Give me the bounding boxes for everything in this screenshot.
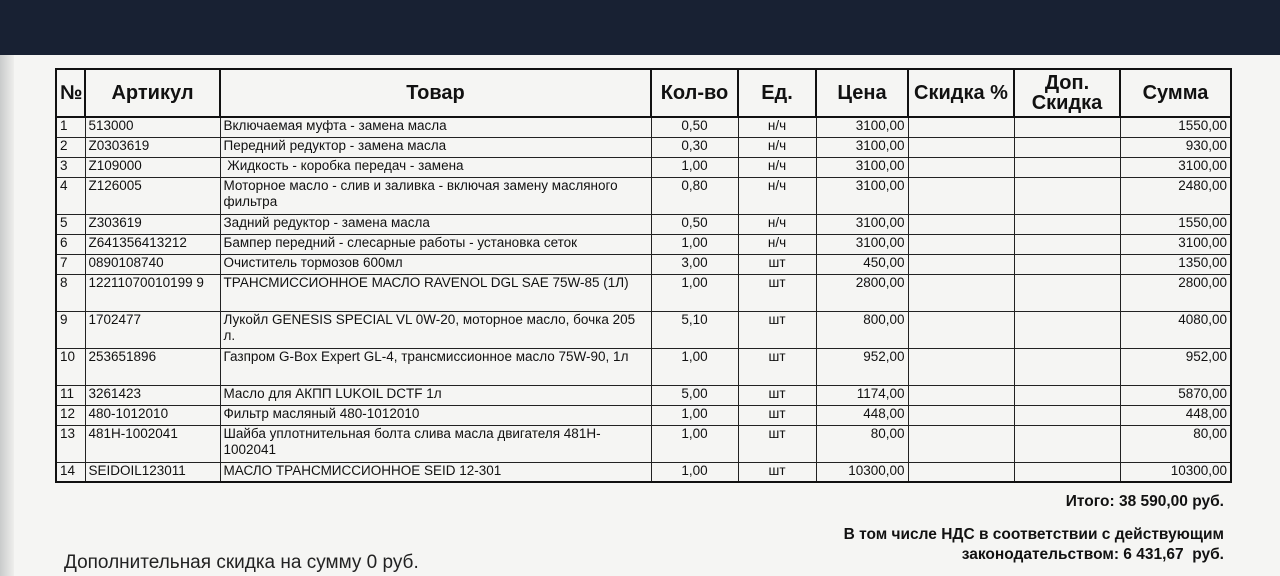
totals-block	[844, 493, 1224, 565]
cell-price: 80,00	[816, 425, 908, 462]
cell-extra-discount	[1014, 274, 1120, 311]
cell-article: Z303619	[85, 214, 220, 234]
cell-unit: шт	[738, 274, 816, 311]
cell-discount	[908, 405, 1014, 425]
cell-discount	[908, 234, 1014, 254]
cell-article: 513000	[85, 117, 220, 137]
cell-unit: н/ч	[738, 137, 816, 157]
cell-product: Задний редуктор - замена масла	[220, 214, 651, 234]
cell-qty: 5,10	[651, 311, 738, 348]
cell-extra-discount	[1014, 385, 1120, 405]
cell-price: 3100,00	[816, 157, 908, 177]
cell-article: SEIDOIL123011	[85, 462, 220, 482]
cell-no: 7	[56, 254, 85, 274]
cell-extra-discount	[1014, 348, 1120, 385]
cell-no: 5	[56, 214, 85, 234]
header-unit: Ед.	[738, 69, 816, 117]
header-qty: Кол-во	[651, 69, 738, 117]
vat-line-2: законодательством: 6 431,67 руб.	[961, 546, 1224, 563]
cell-qty: 1,00	[651, 234, 738, 254]
cell-article: 481H-1002041	[85, 425, 220, 462]
cell-price: 2800,00	[816, 274, 908, 311]
cell-article: Z109000	[85, 157, 220, 177]
cell-article: 3261423	[85, 385, 220, 405]
table-row	[56, 254, 1231, 274]
cell-price: 1174,00	[816, 385, 908, 405]
cell-price: 952,00	[816, 348, 908, 385]
table-body	[56, 117, 1231, 482]
cell-discount	[908, 274, 1014, 311]
table-row	[56, 137, 1231, 157]
cell-product: МАСЛО ТРАНСМИССИОННОЕ SEID 12-301	[220, 462, 651, 482]
cell-unit: шт	[738, 425, 816, 462]
cell-extra-discount	[1014, 157, 1120, 177]
cell-discount	[908, 177, 1014, 214]
cell-price: 448,00	[816, 405, 908, 425]
cell-price: 800,00	[816, 311, 908, 348]
cell-product: Фильтр масляный 480-1012010	[220, 405, 651, 425]
cell-extra-discount	[1014, 405, 1120, 425]
cell-discount	[908, 157, 1014, 177]
table-row	[56, 405, 1231, 425]
cell-unit: н/ч	[738, 234, 816, 254]
cell-qty: 3,00	[651, 254, 738, 274]
table-row	[56, 274, 1231, 311]
cell-no: 14	[56, 462, 85, 482]
cell-unit: н/ч	[738, 177, 816, 214]
cell-extra-discount	[1014, 117, 1120, 137]
cell-qty: 0,80	[651, 177, 738, 214]
cell-sum: 3100,00	[1120, 157, 1231, 177]
vat-line-1: В том числе НДС в соответствии с действующим	[843, 526, 1224, 543]
cell-extra-discount	[1014, 254, 1120, 274]
cell-sum: 10300,00	[1120, 462, 1231, 482]
total-amount: Итого: 38 590,00 руб.	[1065, 493, 1224, 510]
invoice-table	[55, 68, 1232, 483]
header-price: Цена	[816, 69, 908, 117]
table-row	[56, 311, 1231, 348]
table-row	[56, 234, 1231, 254]
cell-discount	[908, 425, 1014, 462]
cell-sum: 1350,00	[1120, 254, 1231, 274]
cell-price: 3100,00	[816, 214, 908, 234]
extra-discount-note: Дополнительная скидка на сумму 0 руб.	[64, 552, 419, 573]
cell-discount	[908, 348, 1014, 385]
cell-price: 3100,00	[816, 177, 908, 214]
cell-no: 3	[56, 157, 85, 177]
cell-discount	[908, 214, 1014, 234]
cell-sum: 2800,00	[1120, 274, 1231, 311]
cell-extra-discount	[1014, 234, 1120, 254]
cell-article: Z641356413212	[85, 234, 220, 254]
cell-discount	[908, 137, 1014, 157]
table-row	[56, 214, 1231, 234]
cell-article: Z0303619	[85, 137, 220, 157]
table-row	[56, 425, 1231, 462]
cell-product: Бампер передний - слесарные работы - установка сеток	[220, 234, 651, 254]
cell-sum: 3100,00	[1120, 234, 1231, 254]
cell-product: Очиститель тормозов 600мл	[220, 254, 651, 274]
cell-extra-discount	[1014, 137, 1120, 157]
cell-sum: 930,00	[1120, 137, 1231, 157]
cell-unit: н/ч	[738, 157, 816, 177]
cell-discount	[908, 117, 1014, 137]
cell-unit: шт	[738, 385, 816, 405]
cell-product: Жидкость - коробка передач - замена	[220, 157, 651, 177]
cell-price: 3100,00	[816, 117, 908, 137]
top-bar	[0, 0, 1280, 55]
cell-qty: 0,30	[651, 137, 738, 157]
cell-price: 3100,00	[816, 137, 908, 157]
cell-discount	[908, 385, 1014, 405]
header-product: Товар	[220, 69, 651, 117]
table-row	[56, 462, 1231, 482]
cell-product: Газпром G-Box Expert GL-4, трансмиссионное масло 75W-90, 1л	[220, 348, 651, 385]
cell-discount	[908, 311, 1014, 348]
cell-qty: 1,00	[651, 274, 738, 311]
cell-article: 253651896	[85, 348, 220, 385]
cell-unit: шт	[738, 348, 816, 385]
header-extra-discount: Доп. Скидка	[1014, 69, 1120, 117]
cell-discount	[908, 254, 1014, 274]
cell-discount	[908, 462, 1014, 482]
cell-product: Шайба уплотнительная болта слива масла двигателя 481H-1002041	[220, 425, 651, 462]
cell-product: ТРАНСМИССИОННОЕ МАСЛО RAVENOL DGL SAE 75W-85 (1Л)	[220, 274, 651, 311]
cell-qty: 1,00	[651, 348, 738, 385]
cell-qty: 1,00	[651, 405, 738, 425]
page-edge-shadow	[0, 55, 14, 576]
cell-qty: 0,50	[651, 117, 738, 137]
cell-product: Моторное масло - слив и заливка - включая замену масляного фильтра	[220, 177, 651, 214]
cell-qty: 1,00	[651, 157, 738, 177]
cell-unit: н/ч	[738, 117, 816, 137]
cell-article: 480-1012010	[85, 405, 220, 425]
cell-no: 10	[56, 348, 85, 385]
cell-article: 0890108740	[85, 254, 220, 274]
cell-extra-discount	[1014, 311, 1120, 348]
table-row	[56, 177, 1231, 214]
cell-product: Включаемая муфта - замена масла	[220, 117, 651, 137]
cell-product: Масло для АКПП LUKOIL DCTF 1л	[220, 385, 651, 405]
table-header-row	[56, 69, 1231, 117]
cell-article: 1702477	[85, 311, 220, 348]
cell-sum: 448,00	[1120, 405, 1231, 425]
vat-note	[844, 525, 1224, 565]
cell-price: 10300,00	[816, 462, 908, 482]
cell-no: 4	[56, 177, 85, 214]
cell-unit: шт	[738, 254, 816, 274]
cell-product: Передний редуктор - замена масла	[220, 137, 651, 157]
table-row	[56, 117, 1231, 137]
cell-unit: шт	[738, 311, 816, 348]
cell-unit: шт	[738, 405, 816, 425]
cell-qty: 1,00	[651, 425, 738, 462]
cell-qty: 0,50	[651, 214, 738, 234]
cell-extra-discount	[1014, 462, 1120, 482]
cell-sum: 1550,00	[1120, 214, 1231, 234]
cell-qty: 5,00	[651, 385, 738, 405]
table-row	[56, 385, 1231, 405]
cell-no: 1	[56, 117, 85, 137]
table-row	[56, 348, 1231, 385]
table-row	[56, 157, 1231, 177]
cell-extra-discount	[1014, 425, 1120, 462]
header-no: №	[56, 69, 85, 117]
cell-price: 3100,00	[816, 234, 908, 254]
cell-article: 12211070010199 9	[85, 274, 220, 311]
cell-no: 11	[56, 385, 85, 405]
cell-no: 8	[56, 274, 85, 311]
cell-sum: 80,00	[1120, 425, 1231, 462]
cell-product: Лукойл GENESIS SPECIAL VL 0W-20, моторное масло, бочка 205 л.	[220, 311, 651, 348]
cell-extra-discount	[1014, 177, 1120, 214]
cell-no: 9	[56, 311, 85, 348]
header-article: Артикул	[85, 69, 220, 117]
cell-sum: 2480,00	[1120, 177, 1231, 214]
cell-article: Z126005	[85, 177, 220, 214]
cell-sum: 4080,00	[1120, 311, 1231, 348]
cell-qty: 1,00	[651, 462, 738, 482]
cell-no: 13	[56, 425, 85, 462]
cell-sum: 952,00	[1120, 348, 1231, 385]
header-sum: Сумма	[1120, 69, 1231, 117]
header-discount: Скидка %	[908, 69, 1014, 117]
cell-unit: шт	[738, 462, 816, 482]
cell-no: 6	[56, 234, 85, 254]
cell-no: 2	[56, 137, 85, 157]
cell-unit: н/ч	[738, 214, 816, 234]
cell-sum: 1550,00	[1120, 117, 1231, 137]
cell-extra-discount	[1014, 214, 1120, 234]
cell-price: 450,00	[816, 254, 908, 274]
cell-no: 12	[56, 405, 85, 425]
cell-sum: 5870,00	[1120, 385, 1231, 405]
